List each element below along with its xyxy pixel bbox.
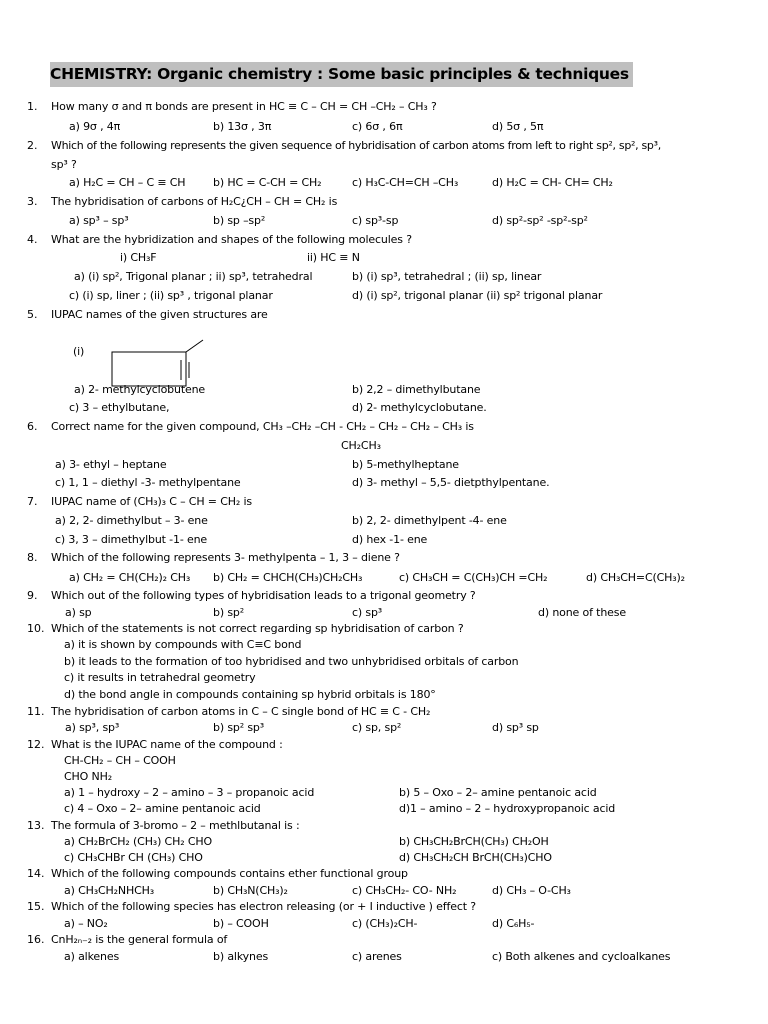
option: a) 2, 2- dimethylbut – 3- ene — [55, 514, 208, 527]
option: d) 3- methyl – 5,5- dietpthylpentane. — [352, 476, 550, 489]
question-text: How many σ and π bonds are present in HC ≡ C – CH = CH –CH₂ – CH₃ ? — [51, 100, 437, 113]
option: a) sp — [65, 606, 92, 619]
option: b) 2,2 – dimethylbutane — [352, 383, 481, 396]
option: a) 9σ , 4π — [69, 120, 121, 133]
option: d) H₂C = CH- CH= CH₂ — [492, 176, 613, 189]
option: a) 1 – hydroxy – 2 – amino – 3 – propanoic acid — [64, 786, 315, 799]
option: b) 13σ , 3π — [213, 120, 272, 133]
option: d) none of these — [538, 606, 626, 619]
option: c) it results in tetrahedral geometry — [64, 671, 256, 684]
question-text: The hybridisation of carbon atoms in C – C single bond of HC ≡ C - CH₂ — [51, 705, 431, 718]
question-number: 10. — [27, 622, 45, 635]
option: d) CH₃CH=C(CH₃)₂ — [586, 571, 685, 584]
option: d) C₆H₅- — [492, 917, 535, 930]
question-number: 1. — [27, 100, 38, 113]
option: b) sp –sp² — [213, 214, 266, 227]
option: a) alkenes — [64, 950, 120, 963]
question-text: The hybridisation of carbons of H₂C¿CH – CH = CH₂ is — [51, 195, 338, 208]
option: d) sp³ sp — [492, 721, 539, 734]
option: b) alkynes — [213, 950, 269, 963]
question-number: 12. — [27, 738, 45, 751]
question-text: CnH₂ₙ₋₂ is the general formula of — [51, 933, 228, 946]
option: d) 2- methylcyclobutane. — [352, 401, 487, 414]
question-number: 2. — [27, 139, 38, 152]
option: c) arenes — [352, 950, 402, 963]
structure-line: CHO NH₂ — [64, 770, 112, 783]
option: b) sp² sp³ — [213, 721, 265, 734]
question-text: Which of the statements is not correct regarding sp hybridisation of carbon ? — [51, 622, 464, 635]
option: a) sp³ – sp³ — [69, 214, 129, 227]
option: c) (CH₃)₂CH- — [352, 917, 418, 930]
option: b) 5 – Oxo – 2– amine pentanoic acid — [399, 786, 597, 799]
question-number: 3. — [27, 195, 38, 208]
option: d) 5σ , 5π — [492, 120, 544, 133]
sub-item: i) CH₃F — [120, 251, 157, 264]
option: c) CH₃CH₂- CO- NH₂ — [352, 884, 457, 897]
question-text: The formula of 3-bromo – 2 – methlbutanal is : — [51, 819, 300, 832]
question-number: 13. — [27, 819, 45, 832]
option: d) (i) sp², trigonal planar (ii) sp² trigonal planar — [352, 289, 603, 302]
question-number: 11. — [27, 705, 45, 718]
question-text: What are the hybridization and shapes of the following molecules ? — [51, 233, 412, 246]
structure-label: (i) — [73, 345, 85, 358]
option: a) – NO₂ — [64, 917, 108, 930]
option: a) CH₂BrCH₂ (CH₃) CH₂ CHO — [64, 835, 212, 848]
question-text: Which of the following represents 3- methylpenta – 1, 3 – diene ? — [51, 551, 400, 564]
question-number: 16. — [27, 933, 45, 946]
option: b) – COOH — [213, 917, 269, 930]
option: b) CH₃CH₂BrCH(CH₃) CH₂OH — [399, 835, 549, 848]
option: a) (i) sp², Trigonal planar ; ii) sp³, tetrahedral — [74, 270, 313, 283]
sub-item: ii) HC ≡ N — [307, 251, 360, 264]
option: d) the bond angle in compounds containing sp hybrid orbitals is 180° — [64, 688, 436, 701]
option: a) CH₂ = CH(CH₂)₂ CH₃ — [69, 571, 191, 584]
option: c) 3, 3 – dimethylbut -1- ene — [55, 533, 208, 546]
question-text-continued: sp³ ? — [51, 158, 77, 171]
question-number: 5. — [27, 308, 38, 321]
option: d) CH₃CH₂CH BrCH(CH₃)CHO — [399, 851, 552, 864]
option: b) it leads to the formation of too hybridised and two unhybridised orbitals of carbon — [64, 655, 519, 668]
question-number: 7. — [27, 495, 38, 508]
question-text: Which of the following compounds contains ether functional group — [51, 867, 408, 880]
option: c) sp³-sp — [352, 214, 399, 227]
option: d)1 – amino – 2 – hydroxypropanoic acid — [399, 802, 616, 815]
question-number: 4. — [27, 233, 38, 246]
option: a) CH₃CH₂NHCH₃ — [64, 884, 155, 897]
question-number: 15. — [27, 900, 45, 913]
option: c) 1, 1 – diethyl -3- methylpentane — [55, 476, 241, 489]
option: d) hex -1- ene — [352, 533, 428, 546]
option: a) 3- ethyl – heptane — [55, 458, 167, 471]
question-text: IUPAC name of (CH₃)₃ C – CH = CH₂ is — [51, 495, 252, 508]
question-text: Correct name for the given compound, CH₃ –CH₂ –CH - CH₂ – CH₂ – CH₂ – CH₃ is — [51, 420, 474, 433]
question-text: Which of the following species has electron releasing (or + I inductive ) effect ? — [51, 900, 476, 913]
question-text: IUPAC names of the given structures are — [51, 308, 268, 321]
option: c) sp³ — [352, 606, 383, 619]
option: b) CH₃N(CH₃)₂ — [213, 884, 288, 897]
question-number: 8. — [27, 551, 38, 564]
question-text: Which of the following represents the given sequence of hybridisation of carbon atoms from left to right sp², sp², sp³, — [51, 139, 661, 152]
page-title: CHEMISTRY: Organic chemistry : Some basic principles & techniques — [50, 62, 633, 87]
option: a) 2- methylcyclobutene — [74, 383, 206, 396]
option: c) 6σ , 6π — [352, 120, 403, 133]
option: b) 2, 2- dimethylpent -4- ene — [352, 514, 507, 527]
option: c) H₃C-CH=CH –CH₃ — [352, 176, 459, 189]
substituent-label: CH₂CH₃ — [341, 439, 381, 452]
option: b) sp² — [213, 606, 244, 619]
option: c) Both alkenes and cycloalkanes — [492, 950, 671, 963]
option: c) 3 – ethylbutane, — [69, 401, 170, 414]
question-text: Which out of the following types of hybridisation leads to a trigonal geometry ? — [51, 589, 476, 602]
structure-line: CH-CH₂ – CH – COOH — [64, 754, 176, 767]
option: c) sp, sp² — [352, 721, 402, 734]
option: c) 4 – Oxo – 2– amine pentanoic acid — [64, 802, 261, 815]
option: c) (i) sp, liner ; (ii) sp³ , trigonal planar — [69, 289, 273, 302]
question-text: What is the IUPAC name of the compound : — [51, 738, 283, 751]
option: a) H₂C = CH – C ≡ CH — [69, 176, 186, 189]
option: a) it is shown by compounds with C≡C bond — [64, 638, 302, 651]
option: b) CH₂ = CHCH(CH₃)CH₂CH₃ — [213, 571, 363, 584]
option: b) 5-methylheptane — [352, 458, 459, 471]
question-number: 6. — [27, 420, 38, 433]
question-number: 14. — [27, 867, 45, 880]
option: b) HC = C-CH = CH₂ — [213, 176, 322, 189]
option: b) (i) sp³, tetrahedral ; (ii) sp, linear — [352, 270, 542, 283]
option: d) CH₃ – O-CH₃ — [492, 884, 571, 897]
option: c) CH₃CH = C(CH₃)CH =CH₂ — [399, 571, 548, 584]
option: d) sp²-sp² -sp²-sp² — [492, 214, 588, 227]
option: c) CH₃CHBr CH (CH₃) CHO — [64, 851, 203, 864]
question-number: 9. — [27, 589, 38, 602]
option: a) sp³, sp³ — [65, 721, 120, 734]
